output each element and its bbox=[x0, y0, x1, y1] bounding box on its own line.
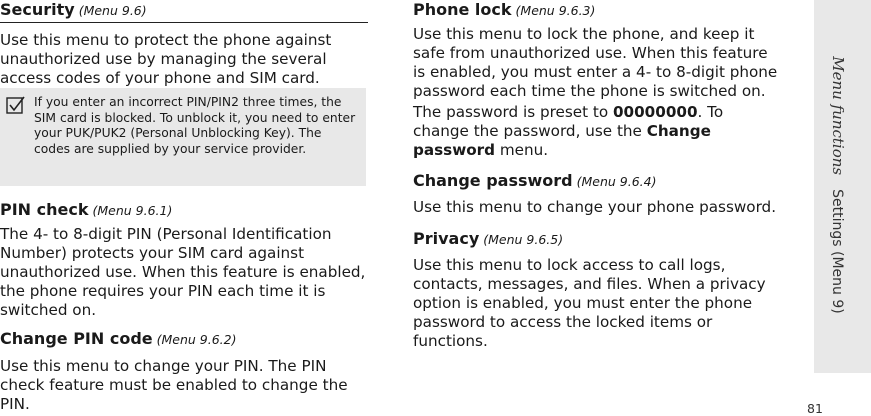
section-heading-change-pin bbox=[0, 329, 236, 350]
section-heading-phone-lock bbox=[413, 0, 595, 21]
note-box bbox=[0, 88, 366, 186]
heading-text: PIN check bbox=[0, 200, 89, 219]
change-password-body: Use this menu to change your phone password. bbox=[413, 198, 777, 216]
heading-text: Security bbox=[0, 0, 75, 19]
menu-ref: (Menu 9.6.1) bbox=[92, 203, 173, 218]
menu-ref: (Menu 9.6.3) bbox=[515, 3, 596, 18]
pin-check-body: The 4- to 8-digit PIN (Personal Identification Number) protects your SIM card against unauthorized use. When this feature is enabled, the phone requires your PIN each time it is switched on. bbox=[0, 225, 366, 319]
page-number: 81 bbox=[807, 401, 823, 416]
heading-text: Change PIN code bbox=[0, 329, 153, 348]
privacy-body: Use this menu to lock access to call logs, contacts, messages, and files. When a privacy option is enabled, you must enter the phone password to access the locked items or functions. bbox=[413, 256, 766, 350]
note-text: If you enter an incorrect PIN/PIN2 three times, the SIM card is blocked. To unblock it, you need to enter your PUK/PUK2 (Personal Unblocking Key). The codes are supplied by your service provider. bbox=[34, 95, 356, 156]
section-heading-change-password bbox=[413, 171, 656, 192]
preset-password: 00000000 bbox=[612, 103, 698, 121]
heading-rule bbox=[0, 22, 368, 23]
change-pin-body: Use this menu to change your PIN. The PIN check feature must be enabled to change the PIN. bbox=[0, 357, 348, 413]
heading-text: Phone lock bbox=[413, 0, 512, 19]
heading-text: Change password bbox=[413, 171, 573, 190]
menu-ref: (Menu 9.6) bbox=[78, 3, 147, 18]
section-title: Settings (Menu 9) bbox=[829, 189, 845, 314]
menu-ref: (Menu 9.6.2) bbox=[156, 332, 237, 347]
heading-text: Privacy bbox=[413, 229, 480, 248]
security-body: Use this menu to protect the phone against unauthorized use by managing the several access codes of your phone and SIM card. bbox=[0, 31, 332, 87]
section-heading-security bbox=[0, 0, 147, 21]
chapter-title: Menu functions bbox=[829, 56, 847, 176]
note-check-icon bbox=[6, 96, 26, 114]
phone-lock-body: Use this menu to lock the phone, and keep it safe from unauthorized use. When this feature is enabled, you must enter a 4- to 8-digit phone password each time the phone is switched on. bbox=[413, 25, 778, 100]
section-heading-privacy bbox=[413, 229, 563, 250]
phone-lock-body-2: The password is preset to 00000000. To change the password, use the Change password menu. bbox=[413, 103, 724, 159]
menu-ref: (Menu 9.6.5) bbox=[483, 232, 564, 247]
change-password-ref: Change password bbox=[413, 122, 711, 159]
menu-ref: (Menu 9.6.4) bbox=[576, 174, 657, 189]
section-heading-pin-check bbox=[0, 200, 172, 221]
